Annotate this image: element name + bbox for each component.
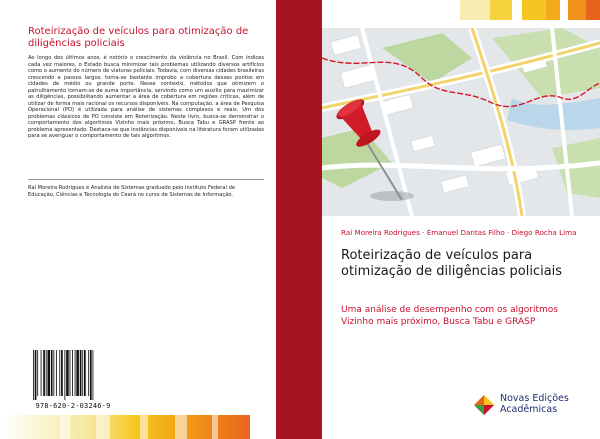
back-cover <box>0 0 276 439</box>
abstract-text: Ao longo dos últimos anos, é notório o crescimento da violência no Brasil. Com índices cada vez maiores, o Estado busca minimizar tais problemas utilizando diversos artifícios como o aumento do número de viaturas policiais. Todavia, com diversas cidades brasileiras crescendo a passos largos, torna-se bastante improbo a cobertura desses pontos em cidades de médio ou grande porte. Nesse contexto, métodos que otimizem o patrulhamento tornam-se de suma importância, servindo como um auxílio para maximizar as diligências, possibilitando aumentar a área de cobertura em regiões críticas, além de utilizar de forma mais racional os recursos disponíveis. Na computação, a área de Pesquisa Operacional (PO) é utilizada para análise de sistemas complexos e reais. Um dos problemas clássicos de PO consiste em Roteirização. Neste livro, busca-se demonstrar o comportamento dos algoritmos Vizinho mais próximo, Busca Tabu e GRASP frente ao problema apresentado. Destaca-se que instâncias disponíveis na literatura foram utilizadas para se averiguar o comportamento de tais algoritmos. <box>28 55 264 139</box>
publisher-name-line2: Acadêmicas <box>500 404 558 415</box>
barcode-icon <box>31 350 115 400</box>
author-bio: Raí Moreira Rodrigues é Analista de Sistemas graduado pelo Instituto Federal de Educação, Ciências e Tecnologia do Ceará no curso de Sistemas de Informação. <box>28 185 236 198</box>
front-cover-title: Roteirização de veículos para otimização de diligências policiais <box>341 248 563 279</box>
color-strip-top <box>390 0 600 20</box>
map-illustration <box>322 28 600 216</box>
color-strip-bottom <box>0 415 250 439</box>
back-cover-title: Roteirização de veículos para otimização de diligências policiais <box>28 26 249 49</box>
isbn-number: 978-620-2-03246-9 <box>35 402 111 410</box>
publisher-logo-icon <box>472 393 496 417</box>
authors-line: Raí Moreira Rodrigues · Emanuel Dantas Filho · Diego Rocha Lima <box>341 228 577 237</box>
publisher-name-line1: Novas Edições <box>500 393 569 404</box>
front-cover-subtitle: Uma análise de desempenho com os algoritmos Vizinho mais próximo, Busca Tabu e GRASP <box>341 305 558 327</box>
divider <box>28 179 264 180</box>
publisher-name <box>500 393 569 415</box>
book-spine <box>276 0 322 439</box>
